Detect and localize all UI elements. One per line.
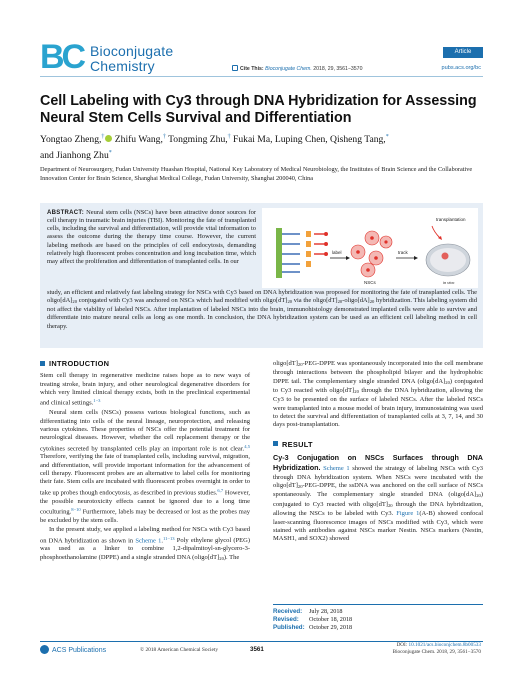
scheme-link[interactable]: Scheme 1	[135, 537, 162, 545]
nsc-cluster	[351, 231, 392, 285]
footer-citation: Bioconjugate Chem. 2018, 29, 3561−3570	[392, 648, 481, 655]
journal-url-link[interactable]: pubs.acs.org/bc	[441, 65, 481, 71]
journal-name-line1: Bioconjugate	[90, 43, 174, 59]
graphic-label-nscs: NSCs	[364, 280, 376, 285]
ref-link[interactable]: 1−3	[93, 398, 101, 404]
abstract-text-part2: study, an efficient and relatively fast labeling strategy for NSCs with Cy3 based on DNA hybridization was proposed for monitoring the fate of transplanted cells. The $oligo[dA]_{20}$ conjugated with Cy3 was anchored on NSCs which had modified with $oligo[dT]_{20}$ via the $oligo[dT]_{20}-oligo[dA]_{20}$ hybridization. This labeling system did not affect the viability of labeled NSCs. After implantation of labeled NSCs into the brain, immunohistology demonstrated implanted cells were able to survive and differentiate into mature neural cells as long as one month. In conclusion, the DNA hybridization system can be used as an efficient cell labeling method in cell therapy.	[47, 289, 477, 330]
author-list	[40, 131, 490, 162]
footer-doi: DOI: 10.1021/acs.bioconjchem.8b00533 Bioconjugate Chem. 2018, 29, 3561−3570	[392, 642, 481, 655]
author-3[interactable]: Tongming Zhu,	[165, 134, 228, 146]
toc-graphic[interactable]	[262, 208, 478, 288]
author-8-mark: *	[108, 149, 112, 156]
author-1-mark: †	[101, 134, 105, 140]
brain-illustration	[426, 217, 470, 285]
section-square-icon	[40, 361, 45, 366]
ref-link[interactable]: 8−10	[71, 507, 81, 512]
author-2-mark: †	[162, 134, 166, 140]
header-divider	[40, 76, 483, 77]
result-subheading: Cy-3 Conjugation on NSCs Surfaces through DNA Hybridization.	[273, 453, 483, 473]
acs-icon	[40, 645, 49, 654]
acs-publications-logo[interactable]: ACS Publications	[40, 645, 106, 654]
membrane-illustration	[276, 228, 328, 278]
page-header	[0, 0, 521, 80]
page-number: 3561	[250, 646, 264, 653]
section-heading-result: RESULT	[273, 441, 483, 449]
abstract-keyword: ABSTRACT:	[47, 210, 85, 216]
abstract-part1: Neural stem cells (NSCs) have been attractive donor sources for cell therapy in traumatic brain injuries (TBI). Monitoring the fate of transplanted cells, including the survival and differentiation, will provide vital information to assess the outcome during the therapy time course. However, the current labeling methods are based on the principles of cell endocytosis, demanding relatively high fluorescent probes concentration and long incubation time, which may affect the proliferation and differentiation of transplanted cells. In our	[47, 209, 256, 265]
ref-link[interactable]: 6,7	[217, 487, 224, 493]
journal-name-line2: Chemistry	[90, 58, 155, 74]
author-8[interactable]: and Jianhong Zhu	[40, 149, 109, 161]
journal-logo[interactable]	[40, 38, 220, 76]
left-column	[40, 360, 250, 564]
graphic-label-label: label	[332, 250, 342, 255]
date-published: Published: October 29, 2018	[273, 624, 353, 632]
date-received: Received: July 28, 2018	[273, 608, 343, 615]
copyright: © 2018 American Chemical Society	[140, 647, 219, 653]
intro-paragraph-2: Neural stem cells (NSCs) possess various biological functions, such as differentiating into cells of the neural lineage, neuroprotection, and releasing various cytokines. These properties of NSCs offer the potential treatment for neurological diseases. However, whether the cell replacement therapy or the cytokines secreted by transplanted cells play an important role is not clear.$^{4,5}$ Therefore, verifying the fate of transplanted cells, including survival, migration, and differentiation, will provide important information for the advancement of cell therapy. Fluorescent probes are an alternative to label cells for monitoring their fate. Stem cells are incubated with fluorescent probes overnight in order to take up probes though endocytosis, as described in previous studies.$^{6,7}$ However, the possible neurotoxicity effects cannot be ignored due to a long time coculturing.$^{8-10}$ Furthermore, labels may be decreased or lost as the probes may be excluded by the stem cells.	[40, 409, 251, 524]
author-1[interactable]: Yongtao Zheng,	[40, 134, 102, 146]
abstract-box	[40, 203, 483, 348]
author-4-7[interactable]: Fukai Ma, Luping Chen, Qisheng Tang,	[230, 134, 386, 146]
cite-journal: Bioconjugate Chem.	[265, 66, 312, 72]
label-arrow	[330, 250, 350, 260]
abstract-text-part1	[47, 209, 256, 266]
intro-paragraph-1: Stem cell therapy in regenerative medicine raises hope as to new ways of treating stroke, brain injury, and other neurological degenerative disorders for which very limited clinical therapy exists, both in the preclinical experimental and clinical settings.$^{1-3}$	[40, 372, 250, 407]
section-square-icon	[273, 441, 278, 446]
right-paragraph-1: $oligo[dT]_{20}-PEG$-DPPE was spontaneously incorporated into the cell membrane through interactions between the phospholipid bilayer and the hydrophobic DPPE tail. The complementary single stranded DNA $(oligo[dA]_{20})$ conjugated to Cy3 reacted with $oligo[dT]_{20}$ through the DNA hybridization, allowing the Cy3 to be presented on the surface of labeled NSCs. After the labeled NSCs were transplanted into a mouse model of brain injury, immunostaining was used to detect the survival and differentiation of transplanted cells at 3, 7, 14, and 30 days post-transplantation.	[273, 360, 483, 429]
ref-link[interactable]: 4,5	[244, 443, 250, 449]
graphic-label-track: track	[398, 250, 408, 255]
author-2[interactable]: Zhifu Wang,	[112, 134, 163, 146]
track-arrow	[396, 250, 418, 260]
cite-this-line[interactable]	[232, 65, 362, 72]
result-paragraph-1: Cy-3 Conjugation on NSCs Surfaces through DNA Hybridization. Scheme 1 showed the strategy of labeling NSCs with Cy3 through DNA hybridization system. When NSCs were incubated with the $oligo[dT]_{20}-PEG$-DPPE, the ssDNA was anchored on the cell surface of NSCs spontaneously. The complementary single stranded DNA $(oligo[dA]_{20})$ conjugated to Cy3 reacted with $oligo[dT]_{20}$ through the DNA hybridization, allowing the NSCs to be labeled with Cy3. Figure 1(A-B) showed confocal laser-scanning fluorescence images of NSCs modified with Cy3, which were stained with antibodies against NSCs marker Nestin. NSCs markers (Nestin, MASH1, and SOX2) showed	[273, 453, 484, 543]
author-3-mark: †	[227, 134, 231, 140]
article-dates	[273, 604, 483, 633]
graphic-label-in-vivo: in vivo	[443, 280, 455, 285]
ref-link[interactable]: 11−13	[162, 535, 175, 541]
figure-link[interactable]: Figure 1	[396, 510, 420, 518]
section-heading-introduction: INTRODUCTION	[40, 360, 250, 368]
intro-paragraph-3: In the present study, we applied a labeling method for NSCs with Cy3 based on DNA hybridization as shown in Scheme 1.$^{11-13}$ Poly ethylene glycol (PEG) was used as a linker to combine 1,2-dipalmitoyl-sn-glycero-3-phosphoethanolamine (DPPE) and a single stranded DNA $(oligo[dT]_{20})$. The	[40, 526, 251, 561]
author-7-mark: *	[385, 134, 389, 140]
cite-icon	[232, 65, 238, 71]
affiliation: Department of Neurosurgery, Fudan University Huashan Hospital, National Key Laboratory of Medical Neurobiology, the Institutes of Brain Science and the Collaborative Innovation Center for Brain Science, Shanghai Medical College, Fudan University, Shanghai 200040, China	[40, 166, 473, 182]
article-title: Cell Labeling with Cy3 through DNA Hybridization for Assessing Neural Stem Cells Survival and Differentiation	[40, 93, 477, 126]
cite-volume: 2018, 29, 3561−3570	[313, 66, 363, 72]
doi-link[interactable]: 10.1021/acs.bioconjchem.8b00533	[408, 642, 481, 648]
right-column	[273, 360, 483, 545]
logo-mark: BC	[40, 38, 84, 76]
cite-label: Cite This:	[240, 66, 264, 72]
article-type-badge: Article	[443, 47, 483, 58]
scheme-link[interactable]: Scheme 1	[323, 465, 350, 473]
date-revised: Revised: October 18, 2018	[273, 616, 353, 624]
graphic-label-transplantation: transplantation	[436, 217, 466, 222]
